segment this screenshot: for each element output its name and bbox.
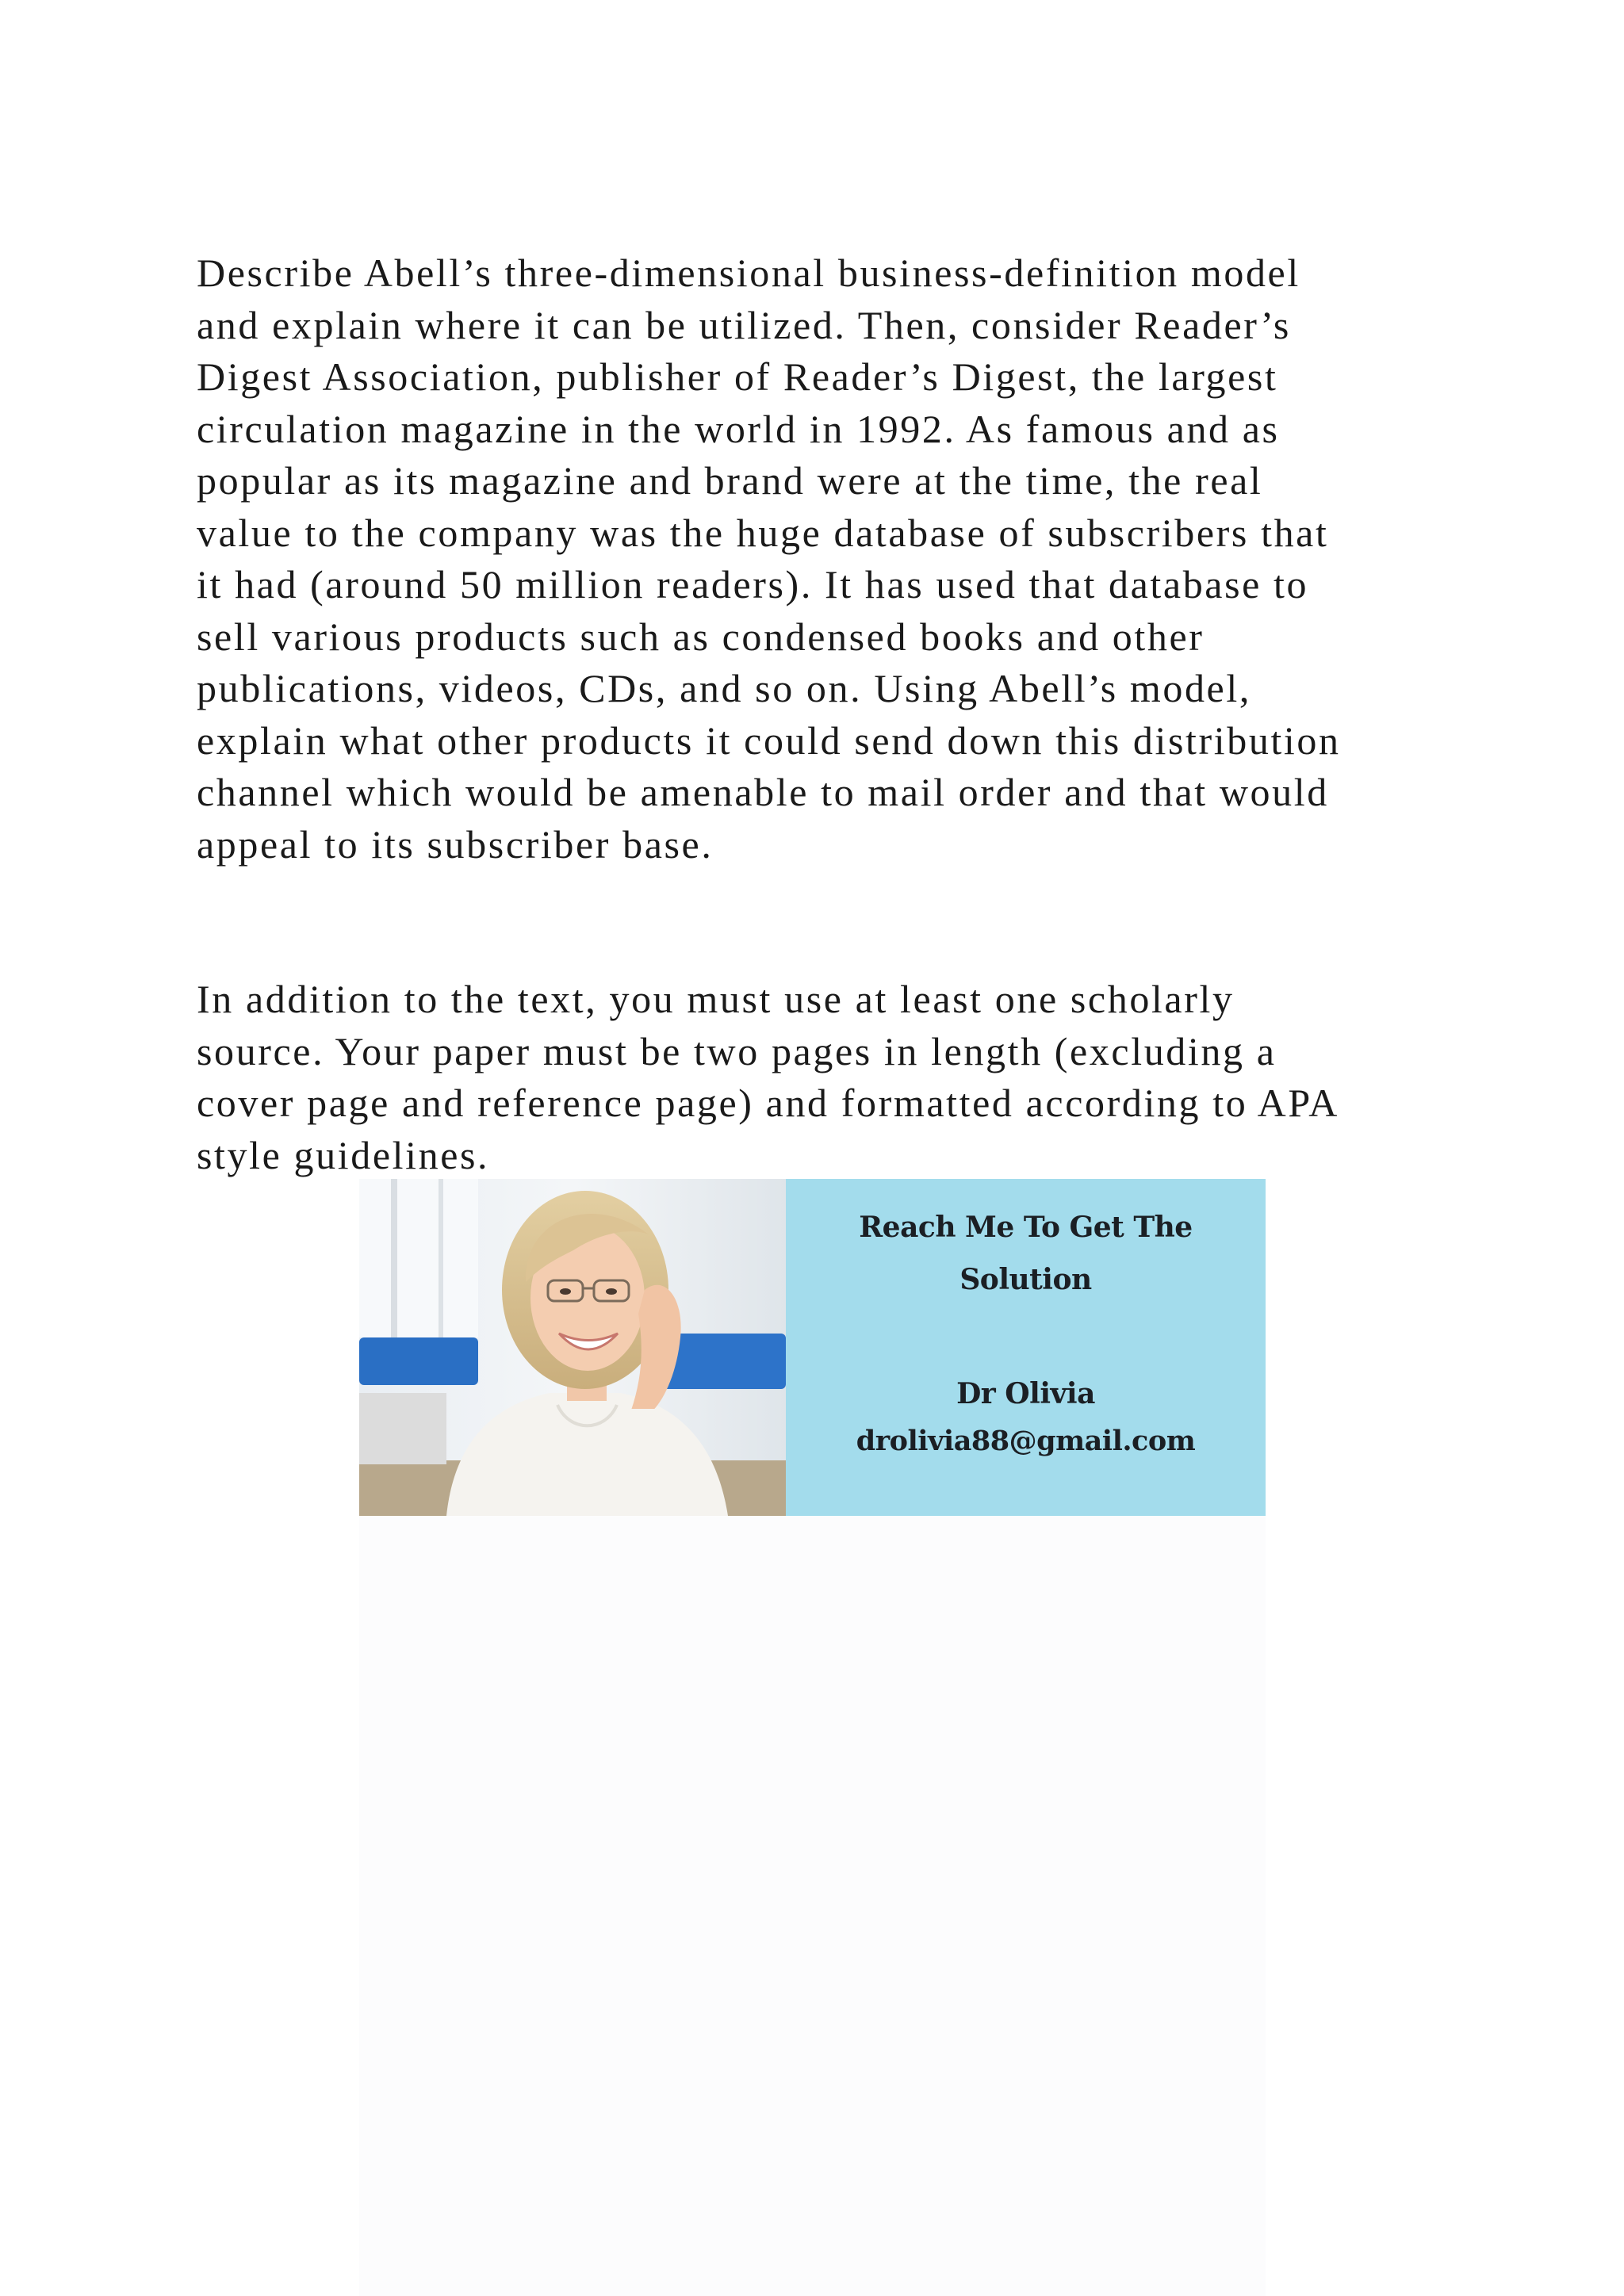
assignment-paragraph [197,247,1434,871]
paragraph-line: Describe Abell’s three-dimensional business-definition model [197,251,1300,295]
paragraph-line: and explain where it can be utilized. Then, consider Reader’s [197,302,1291,347]
requirements-paragraph [197,974,1434,1181]
paragraph-line: source. Your paper must be two pages in length (excluding a [197,1028,1277,1073]
contact-info-panel [786,1179,1266,1516]
paragraph-line: In addition to the text, you must use at least one scholarly [197,977,1235,1021]
paragraph-line: popular as its magazine and brand were at the time, the real [197,458,1263,503]
ad-contact-email: drolivia88@gmail.com [856,1425,1196,1457]
paragraph-line: sell various products such as condensed books and other [197,614,1205,659]
ad-contact-name: Dr Olivia [956,1377,1095,1410]
photo-illustration [359,1179,786,1516]
paragraph-line: Digest Association, publisher of Reader’s Digest, the largest [197,354,1278,399]
paragraph-line: circulation magazine in the world in 1992. As famous and as [197,406,1280,451]
paragraph-line: value to the company was the huge database of subscribers that [197,510,1329,555]
paragraph-line: appeal to its subscriber base. [197,821,714,867]
paragraph-line: publications, videos, CDs, and so on. Using Abell’s model, [197,666,1251,710]
ad-headline-2: Solution [959,1263,1092,1296]
paragraph-line: explain what other products it could send down this distribution [197,718,1341,763]
contact-ad-banner [359,1179,1266,1516]
paragraph-line: style guidelines. [197,1132,490,1177]
paragraph-line: cover page and reference page) and formatted according to APA [197,1081,1339,1125]
woman-photo [359,1179,786,1516]
ad-headline: Reach Me To Get The [859,1211,1193,1244]
paragraph-line: channel which would be amenable to mail order and that would [197,770,1329,814]
paragraph-line: it had (around 50 million readers). It has used that database to [197,562,1309,607]
